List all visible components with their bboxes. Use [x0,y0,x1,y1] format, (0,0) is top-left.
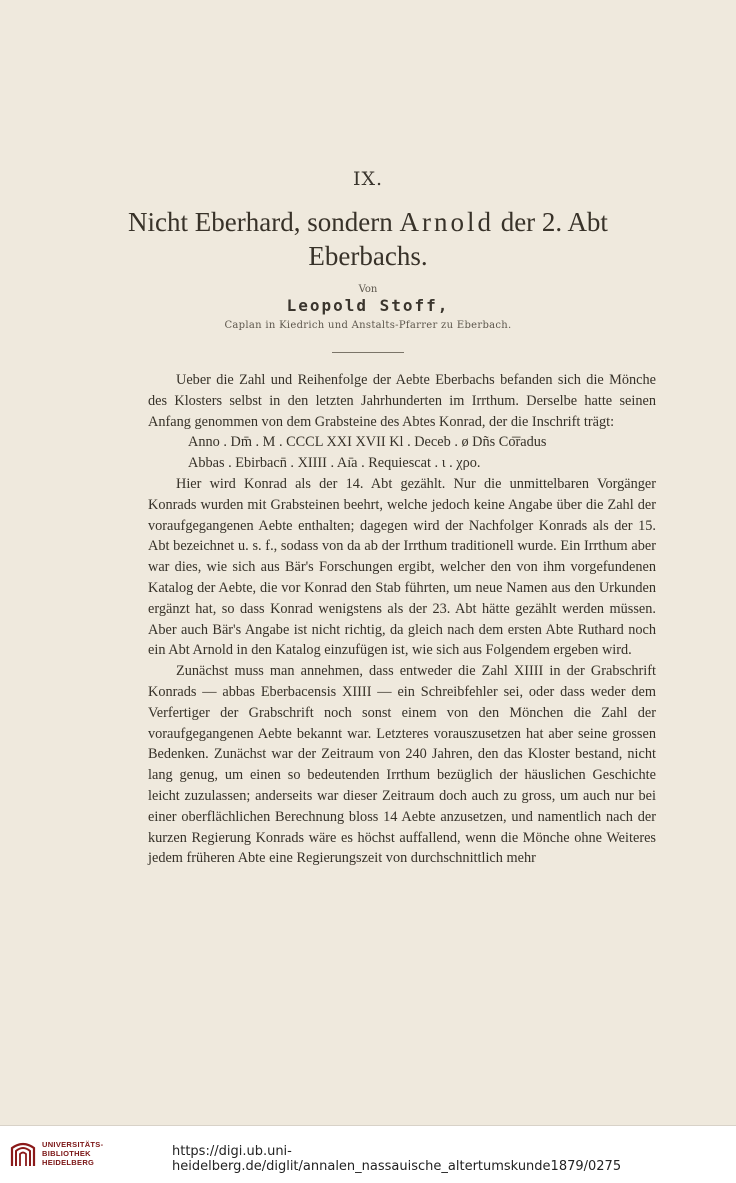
footer-bar [0,1125,736,1183]
library-logo-icon[interactable] [8,1138,38,1170]
title-part-3: der 2. Abt [493,207,608,237]
paragraph-1: Ueber die Zahl und Reihenfolge der Aebte Eberbachs befanden sich die Mönche des Klosters selbst in den letzten Jahrhunderten im Irrthum. Derselbe hatte seinen Anfang genommen von dem Grabsteine des Abtes Konrad, der die Inschrift trägt: [148,372,656,430]
title-line-2: Eberbachs. [308,241,428,271]
author-affiliation: Caplan in Kiedrich und Anstalts-Pfarrer zu Eberbach. [224,320,512,331]
logo-line-3: HEIDELBERG [42,1158,95,1167]
author-name: Leopold Stoff, [286,296,450,315]
logo-line-2: BIBLIOTHEK [42,1149,91,1158]
chapter-number: IX. [352,168,384,190]
inscription-line-2: Abbas . Ebirbacn̄ . XIIII . Aı̄a . Requiescat . ι . χρο. [188,455,481,472]
library-logo-text[interactable] [42,1140,103,1167]
paragraph-3: Zunächst muss man annehmen, dass entweder die Zahl XIIII in der Grabschrift Konrads — abbas Eberbacensis XIIII — ein Schreibfehler sei, oder dass weder dem Verfertiger der Grabschrift noch sonst einem von den Mönchen die Zahl der voraufgegangenen Aebte bekannt war. Letzteres vorauszusetzen hat aber seine grossen Bedenken. Zunächst war der Zeitraum von 240 Jahren, den das Kloster bestand, nicht lang genug, um einen so bedeutenden Irrthum bezüglich der häuslichen Geschichte leicht zuzulassen; anderseits war dieser Zeitraum doch auch zu gross, um auch nur bei einer oberflächlichen Berechnung bloss 14 Aebte anzusetzen, und namentlich nach der kurzen Regierung Konrads wäre es höchst auffallend, wenn die Mönche ohne Weiteres jedem früheren Abte eine Regierungszeit von durchschnittlich mehr [148,663,656,867]
title-part-2: Arnold [399,207,494,237]
body-text [148,370,656,869]
permalink-url[interactable]: https://digi.ub.uni-heidelberg.de/diglit/annalen_nassauische_altertumskunde1879/0275 [172,1144,622,1174]
inscription-line-1: Anno . Dm̄ . M . CCCL XXI XVII Kl . Deceb . ø Dñs Co͞radus [188,434,547,451]
byline-von: Von [358,284,378,295]
logo-line-1: UNIVERSITÄTS- [42,1140,104,1149]
title-part-1: Nicht Eberhard, sondern [128,207,400,237]
divider-rule [332,352,404,353]
paragraph-2: Hier wird Konrad als der 14. Abt gezählt. Nur die unmittelbaren Vorgänger Konrads wurden mit Grabsteinen beehrt, welche jedoch keine Angabe über die Zahl der voraufgegangenen Aebte enthalten; dagegen wird der Nachfolger Konrads als der 15. Abt bezeichnet u. s. f., sodass von da ab der Irrthum traditionell wurde. Ein Irrthum aber war dies, wie sich aus Bär's Forschungen ergibt, welcher den von ihm vorgefundenen Katalog der Aebte, die vor Konrad den Stab führten, um neue Namen aus den Urkunden ergänzt hat, so dass Konrad wenigstens als der 23. Abt hätte gezählt werden müssen. Aber auch Bär's Angabe ist nicht richtig, da gleich nach dem ersten Abte Ruthard noch ein Abt Arnold in den Katalog einzufügen ist, wie sich aus Folgendem ergeben wird. [148,475,656,659]
article-title [0,205,736,273]
